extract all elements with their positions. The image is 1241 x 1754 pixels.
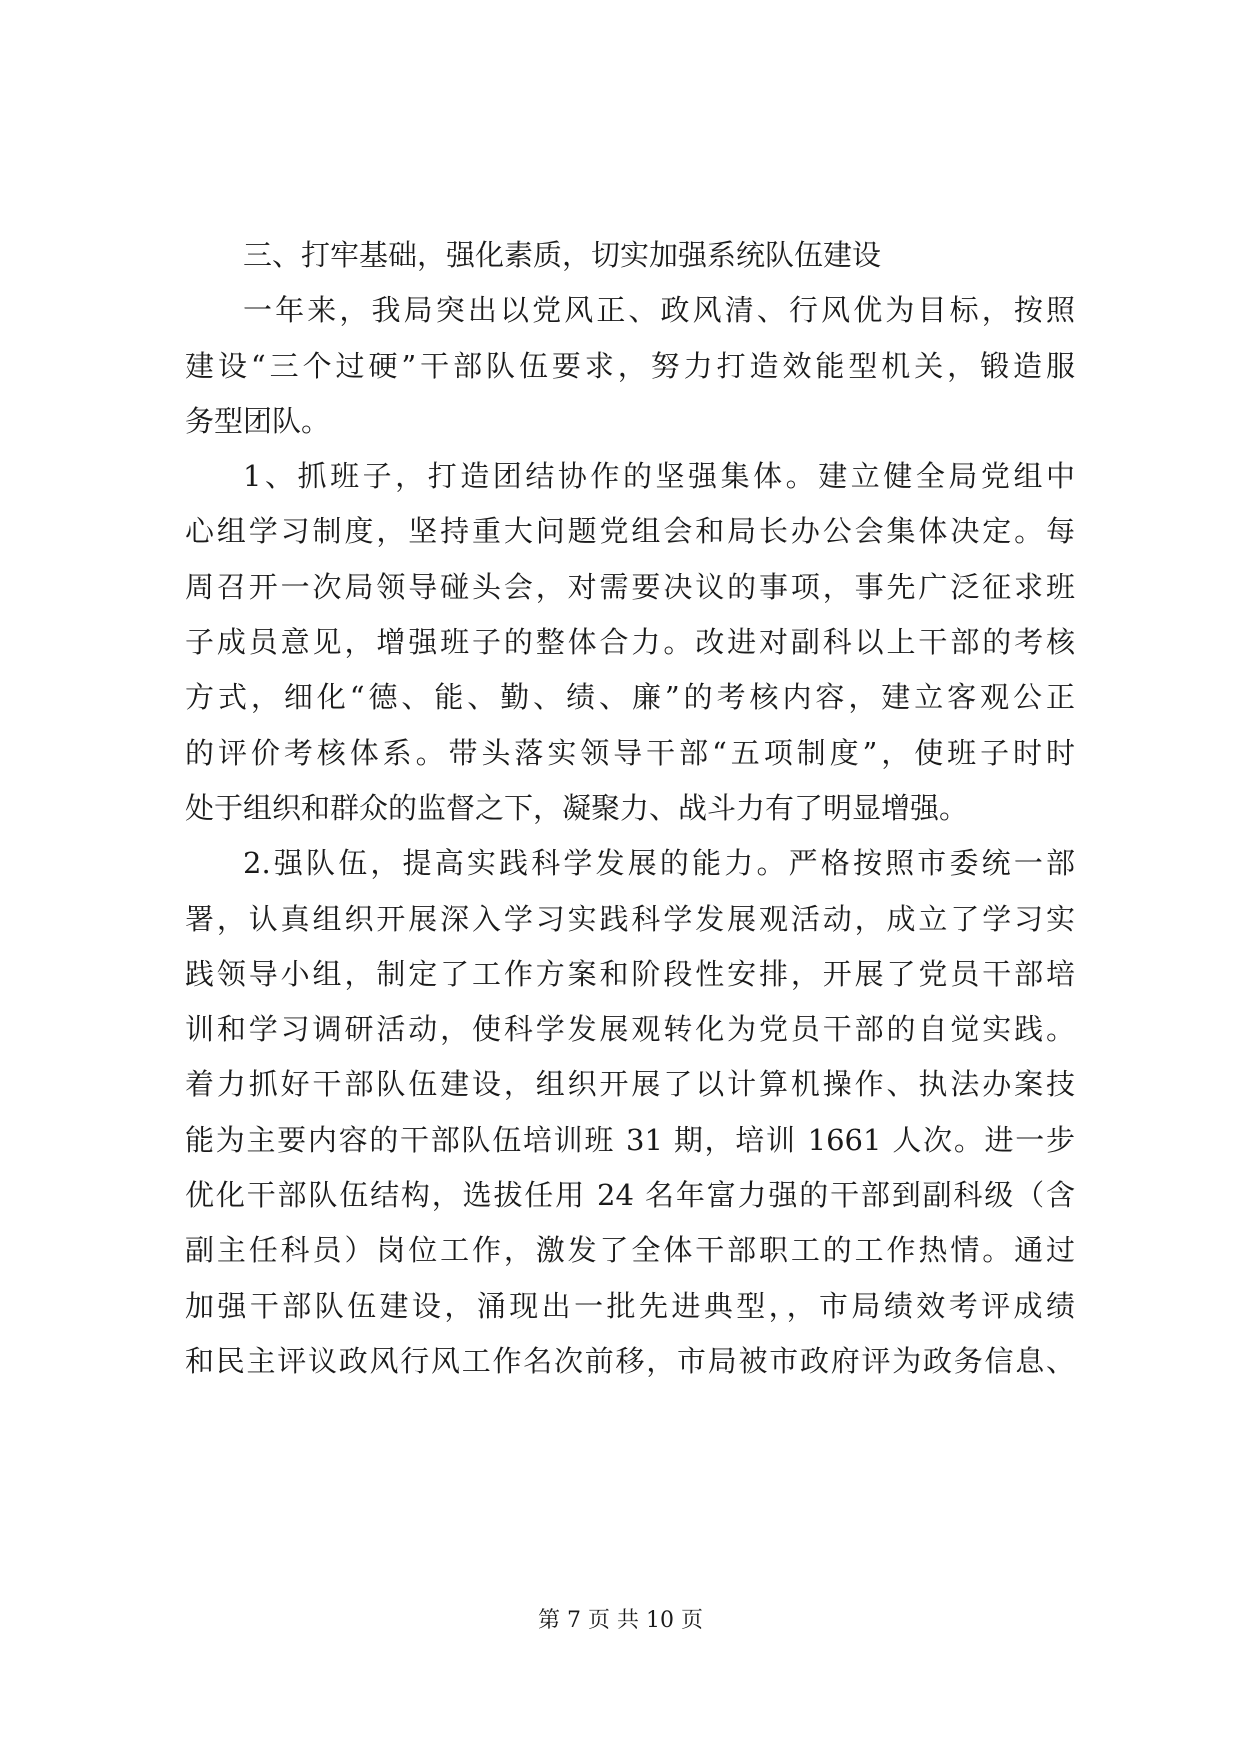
paragraph-line: 加强干部队伍建设，涌现出一批先进典型，，市局绩效考评成绩 [185, 1288, 1075, 1323]
paragraph-line: 着力抓好干部队伍建设，组织开展了以计算机操作、执法办案技 [185, 1067, 1075, 1102]
paragraph-line: 践领导小组，制定了工作方案和阶段性安排，开展了党员干部培 [185, 956, 1075, 991]
page-number-footer: 第 7 页 共 10 页 [538, 1608, 703, 1633]
paragraph-line: 建设“三个过硬”干部队伍要求，努力打造效能型机关，锻造服 [185, 348, 1075, 383]
paragraph-line: 优化干部队伍结构，选拔任用 24 名年富力强的干部到副科级（含 [185, 1178, 1075, 1213]
paragraph-line: 2.强队伍，提高实践科学发展的能力。严格按照市委统一部 [243, 846, 1075, 881]
paragraph-line: 务型团队。 [185, 403, 331, 438]
paragraph-line: 子成员意见，增强班子的整体合力。改进对副科以上干部的考核 [185, 625, 1075, 660]
paragraph-line: 心组学习制度，坚持重大问题党组会和局长办公会集体决定。每 [185, 514, 1075, 549]
paragraph-line: 一年来，我局突出以党风正、政风清、行风优为目标，按照 [243, 293, 1075, 328]
paragraph-line: 1、抓班子，打造团结协作的坚强集体。建立健全局党组中 [243, 459, 1075, 494]
paragraph-line: 方式，细化“德、能、勤、绩、廉”的考核内容，建立客观公正 [185, 680, 1075, 715]
paragraph-line: 的评价考核体系。带头落实领导干部“五项制度”，使班子时时 [185, 735, 1075, 770]
document-body [185, 228, 1075, 1389]
paragraph-line: 训和学习调研活动，使科学发展观转化为党员干部的自觉实践。 [185, 1012, 1075, 1047]
paragraph-line: 署，认真组织开展深入学习实践科学发展观活动，成立了学习实 [185, 901, 1075, 936]
paragraph-line: 副主任科员）岗位工作，激发了全体干部职工的工作热情。通过 [185, 1233, 1075, 1268]
section-heading: 三、打牢基础，强化素质，切实加强系统队伍建设 [243, 238, 882, 272]
paragraph-line: 能为主要内容的干部队伍培训班 31 期，培训 1661 人次。进一步 [185, 1122, 1075, 1157]
paragraph-line: 处于组织和群众的监督之下，凝聚力、战斗力有了明显增强。 [185, 790, 969, 825]
paragraph-line: 周召开一次局领导碰头会，对需要决议的事项，事先广泛征求班 [185, 569, 1075, 604]
paragraph-line: 和民主评议政风行风工作名次前移，市局被市政府评为政务信息、 [185, 1343, 1075, 1378]
